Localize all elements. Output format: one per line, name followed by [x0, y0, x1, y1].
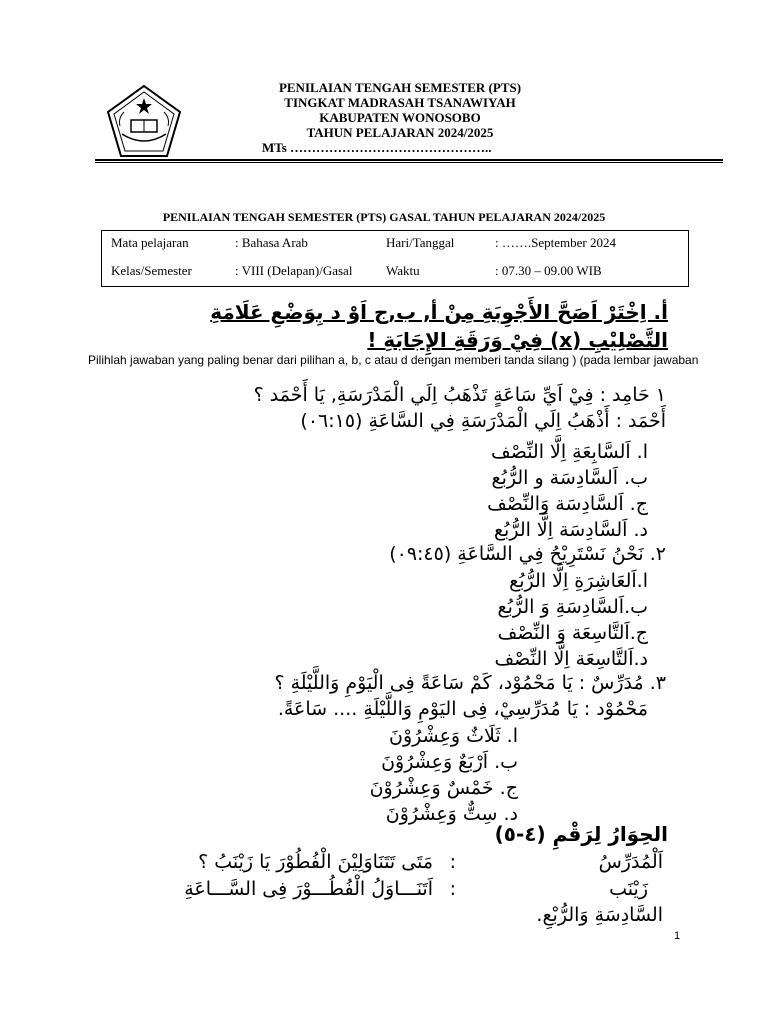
- dialog-colon: :: [449, 851, 456, 873]
- question-2: ٢. نَحْنُ نَسْتَرِيْحُ فِي السَّاعَةِ (٠٩:٤٥): [389, 543, 666, 565]
- class-value: : VIII (Delapan)/Gasal: [235, 263, 353, 278]
- option-b: ب. اَرْبَعٌ وَعِشْرُوْنَ: [381, 751, 518, 773]
- exam-subtitle: PENILAIAN TENGAH SEMESTER (PTS) GASAL TAHUN PELAJARAN 2024/2025: [162, 210, 606, 224]
- date-label: Hari/Tanggal: [386, 235, 455, 250]
- option-b: ب. اَلسَّادِسَة و الرُّبُع: [491, 467, 648, 489]
- option-a: ا. ثَلَاثٌ وَعِشْرُوْنَ: [389, 725, 518, 747]
- option-d: د. سِتٌّ وَعِشْرُوْنَ: [385, 803, 518, 825]
- subject-value: : Bahasa Arab: [235, 235, 308, 250]
- question-3-answer-line: مَحْمُوْد : يَا مُدَرِّسِيْ، فِى اليَوْمِ وَاللَّيْلَةِ .... سَاعَةً.: [277, 698, 648, 720]
- time-value: : 07.30 – 09.00 WIB: [495, 263, 602, 278]
- option-a: ا.اَلعَاشِرَةِ اِلَّا الرُّبُع: [509, 570, 648, 592]
- dialog-colon: :: [449, 878, 456, 900]
- dialog-heading: الحِوَارُ لِرَقْمِ (٤-٥): [494, 822, 668, 846]
- dialog-speaker-teacher: اَلْمُدَرِّسُ: [598, 851, 663, 873]
- header-line: PENILAIAN TENGAH SEMESTER (PTS): [278, 80, 522, 95]
- option-c: ج.اَلتَّاسِعَة وَ النِّصْف: [497, 622, 648, 644]
- subject-label: Mata pelajaran: [111, 235, 189, 250]
- dialog-speaker-zainab: زَيْنَب: [609, 878, 648, 900]
- option-d: د.اَلتَّاسِعَة اِلَّا النِّصْف: [494, 648, 648, 670]
- class-label: Kelas/Semester: [111, 263, 192, 278]
- dialog-speech-zainab: اَتَنَـــاوَلُ الْفُطُـــوْرَ فِى السَّـــاعَةِ: [184, 878, 433, 900]
- option-b: ب.اَلسَّادِسَةِ وَ الرُّبُع: [497, 596, 648, 618]
- exam-info-box: [101, 230, 689, 287]
- mts-name-line: MTs ………………………………………..: [262, 140, 492, 155]
- header-line: TAHUN PELAJARAN 2024/2025: [306, 125, 494, 140]
- kemenag-logo: [104, 82, 184, 162]
- question-3: ٣. مُدَرِّسٌ : يَا مَحْمُوْد، كَمْ سَاعَةً فِى الْيَوْمِ وَاللَّيْلَةِ ؟: [274, 672, 666, 694]
- option-c: ج. اَلسَّادِسَة وَالنِّصْف: [487, 493, 648, 515]
- page-number: 1: [674, 930, 681, 942]
- dialog-speech-zainab-cont: السَّادِسَةِ وَالرُّبْعِ.: [536, 904, 663, 926]
- question-1: ١ حَامِد : فِيْ اَيِّ سَاعَةٍ تَذْهَبُ اِلَي الْمَدْرَسَةِ, يَا أَحْمَد ؟: [253, 384, 666, 406]
- section-a-title: أ. اِخْتَرْ اَصَحَّ الأَجْوِبَةِ مِنْ أ, ب,ج اَوْ د بِوَضْعِ عَلَامَةِ: [210, 300, 668, 324]
- option-d: د. اَلسَّادِسَة اِلَّا الرُّبُع: [493, 519, 648, 541]
- header-rule-thin: [95, 162, 723, 163]
- option-a: ا. اَلسَّابِعَةِ اِلَّا النِّصْف: [491, 441, 648, 463]
- instruction-text: Pilihlah jawaban yang paling benar dari pilihan a, b, c atau d dengan memberi tanda silang ) (pada lembar jawaban: [88, 353, 699, 367]
- header-line: KABUPATEN WONOSOBO: [319, 110, 481, 125]
- document-header: [200, 80, 600, 155]
- date-value: : …….September 2024: [495, 235, 616, 250]
- question-1-answer-line: أَحْمَد : أَذْهَبُ اِلَي الْمَدْرَسَةِ فِي السَّاعَةِ (٠٦:١٥): [300, 410, 666, 432]
- header-rule: [95, 159, 723, 161]
- option-c: ج. خَمْسٌ وَعِشْرُوْنَ: [369, 777, 518, 799]
- time-label: Waktu: [386, 263, 420, 278]
- section-a-title-cont: التَّصْلِيْبِ (x) فِيْ وَرَقَةِ الإِجَابَةِ !: [367, 328, 668, 352]
- header-line: TINGKAT MADRASAH TSANAWIYAH: [284, 95, 516, 110]
- dialog-speech-teacher: مَتَى تَتَنَاوَلِيْنَ الْفُطُوْرَ يَا زَيْنَبُ ؟: [198, 851, 433, 873]
